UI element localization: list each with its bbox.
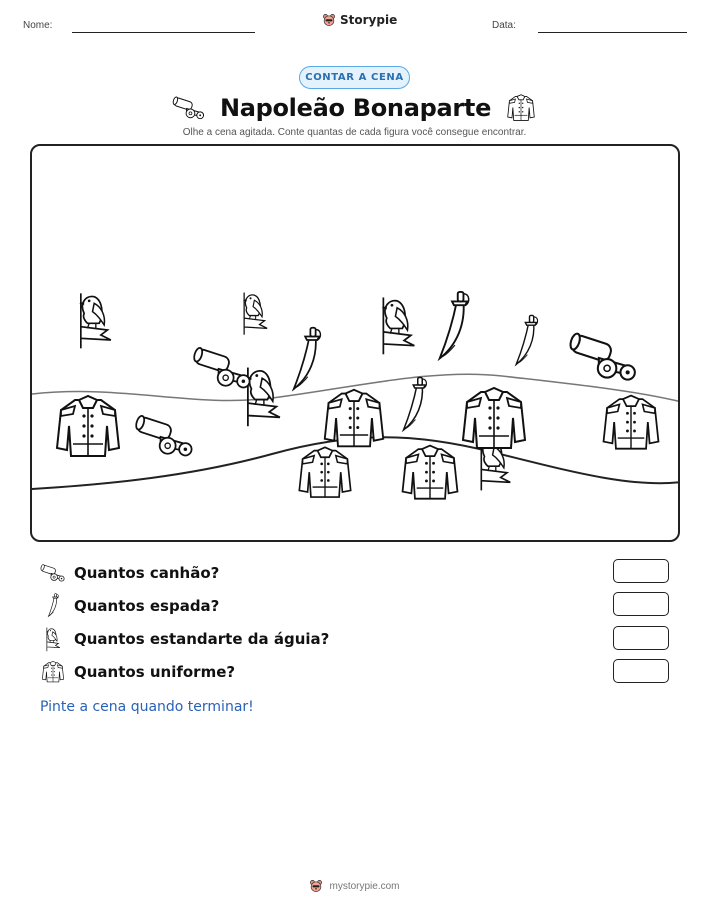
eagle-standard-icon[interactable] <box>375 294 421 356</box>
instructions: Olhe a cena agitada. Conte quantas de cada figura você consegue encontrar. <box>182 127 527 138</box>
uniform-icon[interactable] <box>458 384 530 454</box>
answer-box-sword[interactable] <box>613 592 669 616</box>
sword-icon <box>40 593 66 619</box>
question-uniform <box>40 659 235 685</box>
brand <box>322 13 397 27</box>
coloring-note: Pinte a cena quando terminar! <box>40 699 254 715</box>
page-title: Napoleão Bonaparte <box>219 94 492 122</box>
eagle-standard-icon[interactable] <box>232 290 278 336</box>
answer-box-eagle-standard[interactable] <box>613 626 669 650</box>
uniform-icon[interactable] <box>52 392 124 462</box>
sword-icon[interactable] <box>288 326 324 396</box>
footer <box>0 879 709 893</box>
uniform-icon <box>40 660 66 684</box>
counting-scene <box>30 144 680 542</box>
question-text: Quantos estandarte da águia? <box>74 630 330 648</box>
cannon-icon <box>40 562 66 584</box>
uniform-icon[interactable] <box>398 442 462 504</box>
question-text: Quantos espada? <box>74 597 220 615</box>
uniform-icon[interactable] <box>296 444 354 502</box>
storypie-logo-icon <box>322 13 336 27</box>
title-row <box>0 91 709 125</box>
sword-icon[interactable] <box>510 314 542 370</box>
answer-box-cannon[interactable] <box>613 559 669 583</box>
storypie-logo-icon <box>309 879 323 893</box>
question-text: Quantos uniforme? <box>74 663 236 681</box>
name-label: Nome: <box>23 20 53 31</box>
activity-badge: CONTAR A CENA <box>299 66 410 89</box>
sword-icon[interactable] <box>432 290 474 366</box>
date-line[interactable] <box>538 32 687 33</box>
name-line[interactable] <box>72 32 255 33</box>
cannon-icon[interactable] <box>192 344 254 392</box>
question-eagle-standard <box>40 626 329 652</box>
eagle-standard-icon <box>40 626 66 652</box>
question-sword <box>40 593 219 619</box>
brand-name: Storypie <box>340 13 398 27</box>
question-cannon <box>40 560 219 586</box>
cannon-icon[interactable] <box>134 408 196 464</box>
footer-url[interactable]: mystorypie.com <box>329 880 400 892</box>
answer-box-uniform[interactable] <box>613 659 669 683</box>
uniform-icon[interactable] <box>598 392 664 454</box>
sword-icon[interactable] <box>398 376 430 436</box>
date-label: Data: <box>492 20 516 31</box>
question-text: Quantos canhão? <box>74 564 220 582</box>
uniform-icon[interactable] <box>320 386 388 452</box>
cannon-icon <box>172 95 206 121</box>
uniform-icon <box>505 93 537 123</box>
eagle-standard-icon[interactable] <box>72 290 118 350</box>
cannon-icon[interactable] <box>568 322 640 392</box>
